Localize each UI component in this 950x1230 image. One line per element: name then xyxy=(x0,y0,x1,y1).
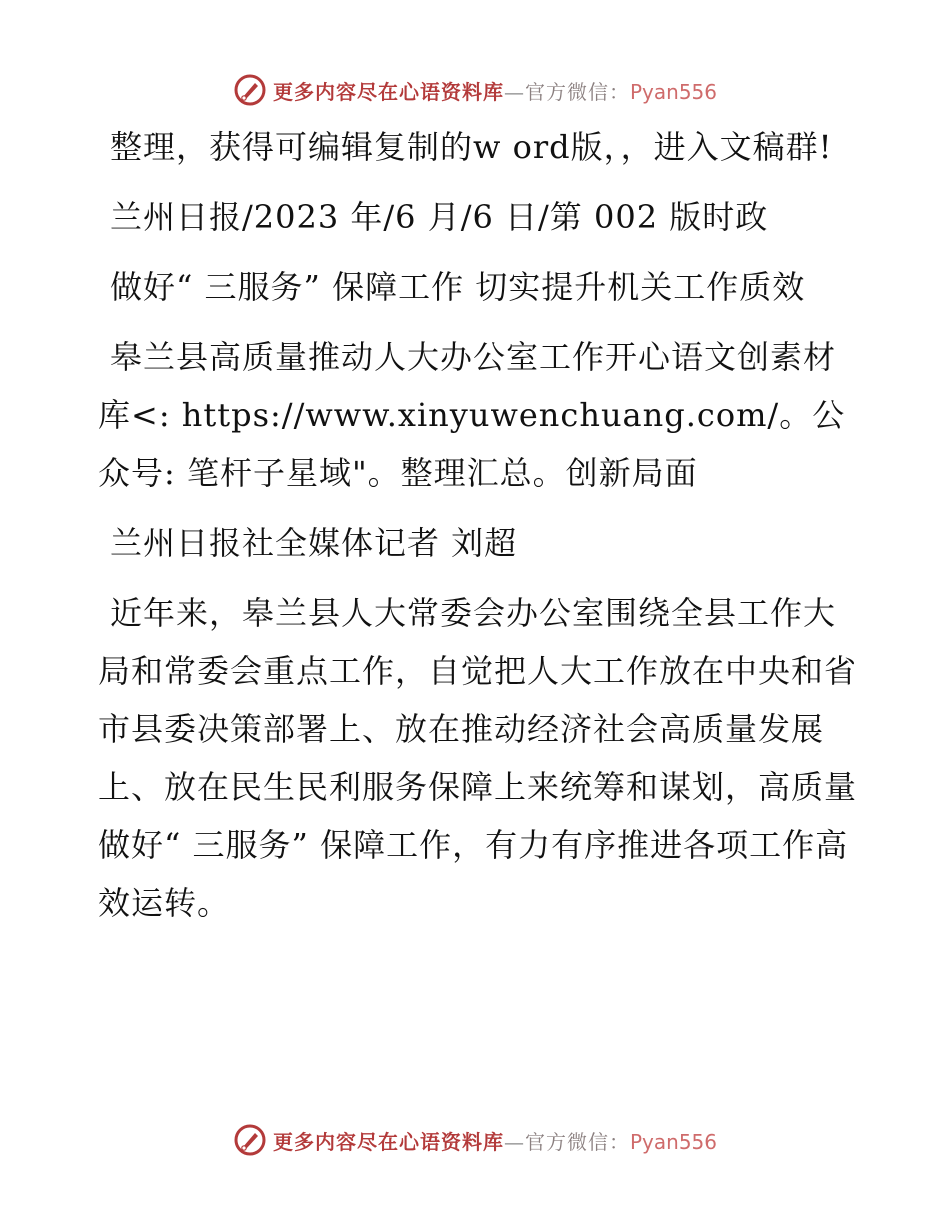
publication-line: 兰州日报/2023 年/6 月/6 日/第 002 版时政 xyxy=(110,198,769,236)
article-title: 做好“ 三服务” 保障工作 切实提升机关工作质效 xyxy=(110,268,806,306)
watermark-wechat-id: Pyan556 xyxy=(629,79,717,104)
watermark-wechat-id: Pyan556 xyxy=(629,1129,717,1154)
footer-watermark xyxy=(0,1120,950,1160)
article-subtitle: 皋兰县高质量推动人大办公室工作开心语文创素材库<: https://www.xinyuwenchuang.com/。公众号: 笔杆子星域"。整理汇总。创新局面 xyxy=(98,338,846,492)
watermark-text xyxy=(273,1126,717,1155)
watermark-site: 更多内容尽在心语资料库 xyxy=(272,79,504,104)
header-watermark xyxy=(0,70,950,110)
watermark-text xyxy=(273,76,717,105)
watermark-dash: — xyxy=(503,1129,525,1154)
body-paragraph: 近年来，皋兰县人大常委会办公室围绕全县工作大局和常委会重点工作，自觉把人大工作放在中央和省市县委决策部署上、放在推动经济社会高质量发展上、放在民生民利服务保障上来统筹和谋划，高质量做好“ 三服务” 保障工作，有力有序推进各项工作高效运转。 xyxy=(98,594,858,922)
watermark-wechat-label: 官方微信： xyxy=(524,79,630,104)
pen-nib-seal-icon xyxy=(233,1123,267,1157)
byline: 兰州日报社全媒体记者 刘超 xyxy=(110,524,518,562)
watermark-site: 更多内容尽在心语资料库 xyxy=(272,1129,504,1154)
intro-note: 整理，获得可编辑复制的w ord版，，进入文稿群! xyxy=(110,128,833,166)
document-body xyxy=(98,118,858,932)
pen-nib-seal-icon xyxy=(233,73,267,107)
watermark-dash: — xyxy=(503,79,525,104)
watermark-wechat-label: 官方微信： xyxy=(524,1129,630,1154)
